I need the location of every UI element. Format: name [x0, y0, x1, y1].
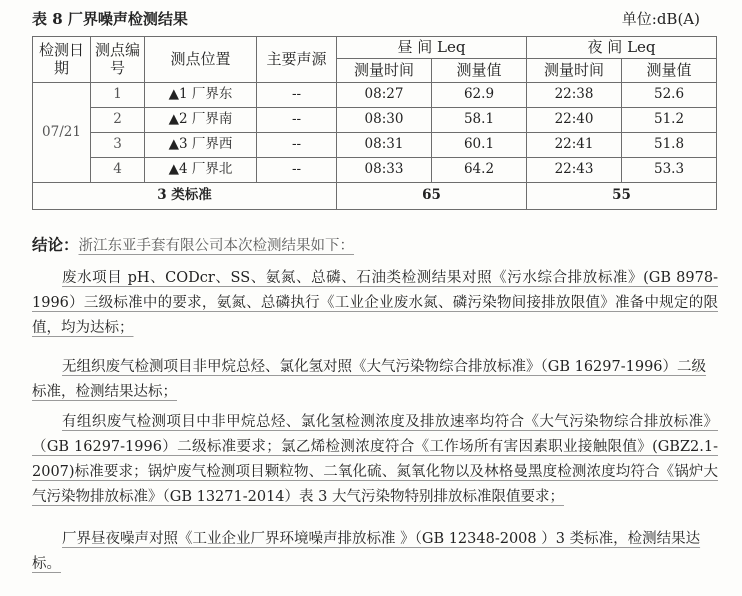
conclusion-wastewater-paragraph	[32, 266, 718, 341]
standard-day-value: 65	[337, 183, 527, 210]
night-time-cell: 22:38	[527, 83, 622, 108]
table-unit: 单位:dB(A)	[621, 10, 700, 28]
night-time-cell: 22:41	[527, 133, 622, 158]
day-value-cell: 60.1	[432, 133, 527, 158]
day-time-cell: 08:33	[337, 158, 432, 183]
location-cell: ▲4 厂界北	[145, 158, 257, 183]
night-value-cell: 51.8	[622, 133, 717, 158]
standard-row	[33, 183, 717, 210]
table-title: 表 8 厂界噪声检测结果	[32, 10, 188, 28]
standard-night-value: 55	[527, 183, 717, 210]
conclusion-label: 结论：	[32, 235, 79, 254]
noise-result-table	[32, 36, 717, 210]
point-no-cell: 4	[91, 158, 145, 183]
paragraph-text: 有组织废气检测项目中非甲烷总烃、氯化氢检测浓度及排放速率均符合《大气污染物综合排放标准》（GB 16297-1996）二级标准要求；氯乙烯检测浓度符合《工作场所有害因素职业接触限值》(GBZ2.1-2007)标准要求；锅炉废气检测项目颗粒物、二氧化硫、氮氧化物以及林格曼黑度检测浓度均符合《锅炉大气污染物排放标准》（GB 13271-2014）表 3 大气污染物特别排放标准限值要求；	[32, 414, 718, 505]
table-row	[33, 83, 717, 108]
day-time-cell: 08:27	[337, 83, 432, 108]
conclusion-stack-gas-paragraph	[32, 410, 718, 510]
night-time-cell: 22:40	[527, 108, 622, 133]
header-source: 主要声源	[257, 37, 337, 83]
day-value-cell: 62.9	[432, 83, 527, 108]
location-cell: ▲2 厂界南	[145, 108, 257, 133]
location-cell: ▲3 厂界西	[145, 133, 257, 158]
night-time-cell: 22:43	[527, 158, 622, 183]
day-value-cell: 58.1	[432, 108, 527, 133]
source-cell: --	[257, 158, 337, 183]
source-cell: --	[257, 108, 337, 133]
header-day-leq: 昼 间 Leq	[337, 37, 527, 59]
location-cell: ▲1 厂界东	[145, 83, 257, 108]
standard-label: 3 类标准	[33, 183, 337, 210]
header-night-value: 测量值	[622, 59, 717, 83]
point-no-cell: 2	[91, 108, 145, 133]
paragraph-text: 废水项目 pH、CODcr、SS、氨氮、总磷、石油类检测结果对照《污水综合排放标准》(GB 8978-1996）三级标准中的要求，氨氮、总磷执行《工业企业废水氮、磷污染物间接排放限值》准备中规定的限值，均为达标；	[32, 270, 718, 336]
conclusion-header	[32, 232, 718, 259]
night-value-cell: 52.6	[622, 83, 717, 108]
point-no-cell: 3	[91, 133, 145, 158]
header-day-value: 测量值	[432, 59, 527, 83]
night-value-cell: 53.3	[622, 158, 717, 183]
source-cell: --	[257, 83, 337, 108]
table-row	[33, 158, 717, 183]
paragraph-text: 厂界昼夜噪声对照《工业企业厂界环境噪声排放标准 》（GB 12348-2008 ）3 类标准，检测结果达标。	[32, 531, 701, 572]
day-value-cell: 64.2	[432, 158, 527, 183]
conclusion-intro: 浙江东亚手套有限公司本次检测结果如下：	[78, 238, 355, 254]
header-night-time: 测量时间	[527, 59, 622, 83]
header-point-no: 测点编号	[91, 37, 145, 83]
header-night-leq: 夜 间 Leq	[527, 37, 717, 59]
header-location: 测点位置	[145, 37, 257, 83]
header-day-time: 测量时间	[337, 59, 432, 83]
header-date: 检测日期	[33, 37, 91, 83]
day-time-cell: 08:30	[337, 108, 432, 133]
conclusion-noise-paragraph	[32, 527, 718, 577]
date-cell: 07/21	[33, 83, 91, 183]
source-cell: --	[257, 133, 337, 158]
paragraph-text: 无组织废气检测项目非甲烷总烃、氯化氢对照《大气污染物综合排放标准》（GB 16297-1996）二级标准，检测结果达标；	[32, 359, 707, 400]
point-no-cell: 1	[91, 83, 145, 108]
table-row	[33, 108, 717, 133]
night-value-cell: 51.2	[622, 108, 717, 133]
day-time-cell: 08:31	[337, 133, 432, 158]
conclusion-fugitive-gas-paragraph	[32, 355, 718, 405]
table-row	[33, 133, 717, 158]
